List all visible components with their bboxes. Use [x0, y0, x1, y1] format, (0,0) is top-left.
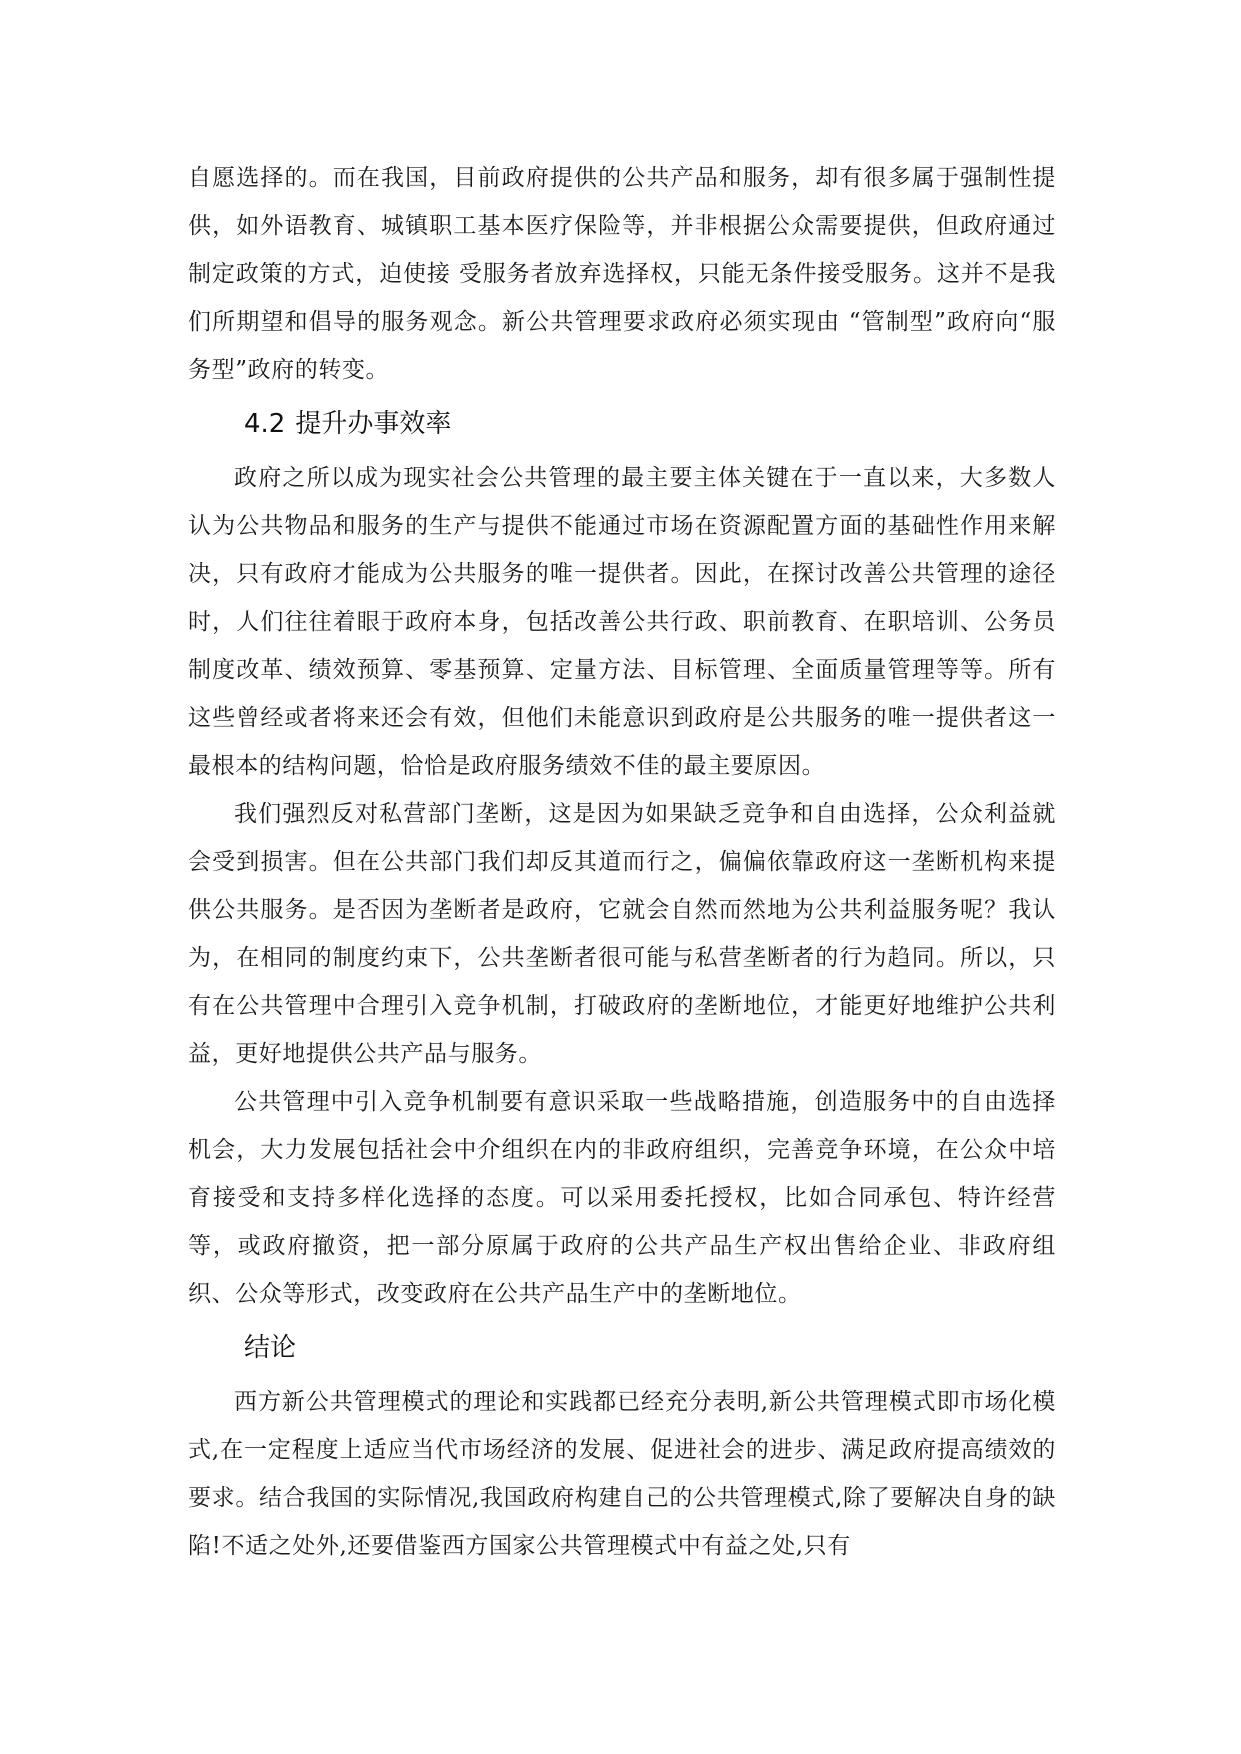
conclusion-paragraph: 西方新公共管理模式的理论和实践都已经充分表明,新公共管理模式即市场化模式,在一定程度上适应当代市场经济的发展、促进社会的进步、满足政府提高绩效的要求。结合我国的实际情况,我国政府构建自己的公共管理模式,除了要解决自身的缺陷!不适之处外,还要借鉴西方国家公共管理模式中有益之处,只有 — [188, 1389, 1056, 1559]
conclusion-title: 结论 — [244, 1333, 297, 1363]
body-paragraph: 我们强烈反对私营部门垄断，这是因为如果缺乏竞争和自由选择，公众利益就会受到损害。但在公共部门我们却反其道而行之，偏偏依靠政府这一垄断机构来提供公共服务。是否因为垄断者是政府，它就会自然而然地为公共利益服务呢？我认为，在相同的制度约束下，公共垄断者很可能与私营垄断者的行为趋同。所以，只有在公共管理中合理引入竞争机制，打破政府的垄断地位，才能更好地维护公共利益，更好地提供公共产品与服务。 — [188, 801, 1056, 1067]
body-paragraph: 公共管理中引入竞争机制要有意识采取一些战略措施，创造服务中的自由选择机会，大力发展包括社会中介组织在内的非政府组织，完善竞争环境，在公众中培育接受和支持多样化选择的态度。可以采用委托授权，比如合同承包、特许经营等，或政府撤资，把一部分原属于政府的公共产品生产权出售给企业、非政府组织、公众等形式，改变政府在公共产品生产中的垄断地位。 — [188, 1089, 1056, 1307]
conclusion-heading — [188, 1324, 1056, 1372]
section-title: 提升办事效率 — [295, 409, 452, 439]
section-heading-4-2 — [188, 400, 1056, 448]
document-body — [188, 154, 1056, 1570]
body-paragraph: 政府之所以成为现实社会公共管理的最主要主体关键在于一直以来，大多数人认为公共物品和服务的生产与提供不能通过市场在资源配置方面的基础性作用来解决，只有政府才能成为公共服务的唯一提供者。因此，在探讨改善公共管理的途径时，人们往往着眼于政府本身，包括改善公共行政、职前教育、在职培训、公务员制度改革、绩效预算、零基预算、定量方法、目标管理、全面质量管理等等。所有这些曾经或者将来还会有效，但他们未能意识到政府是公共服务的唯一提供者这一最根本的结构问题，恰恰是政府服务绩效不佳的最主要原因。 — [188, 465, 1056, 779]
section-number: 4.2 — [244, 409, 286, 439]
opening-paragraph: 自愿选择的。而在我国，目前政府提供的公共产品和服务，却有很多属于强制性提供，如外语教育、城镇职工基本医疗保险等，并非根据公众需要提供，但政府通过制定政策的方式，迫使接 受服务者放弃选择权，只能无条件接受服务。这并不是我们所期望和倡导的服务观念。新公共管理要求政府必须实现由 “管制型”政府向“服务型”政府的转变。 — [188, 165, 1056, 383]
